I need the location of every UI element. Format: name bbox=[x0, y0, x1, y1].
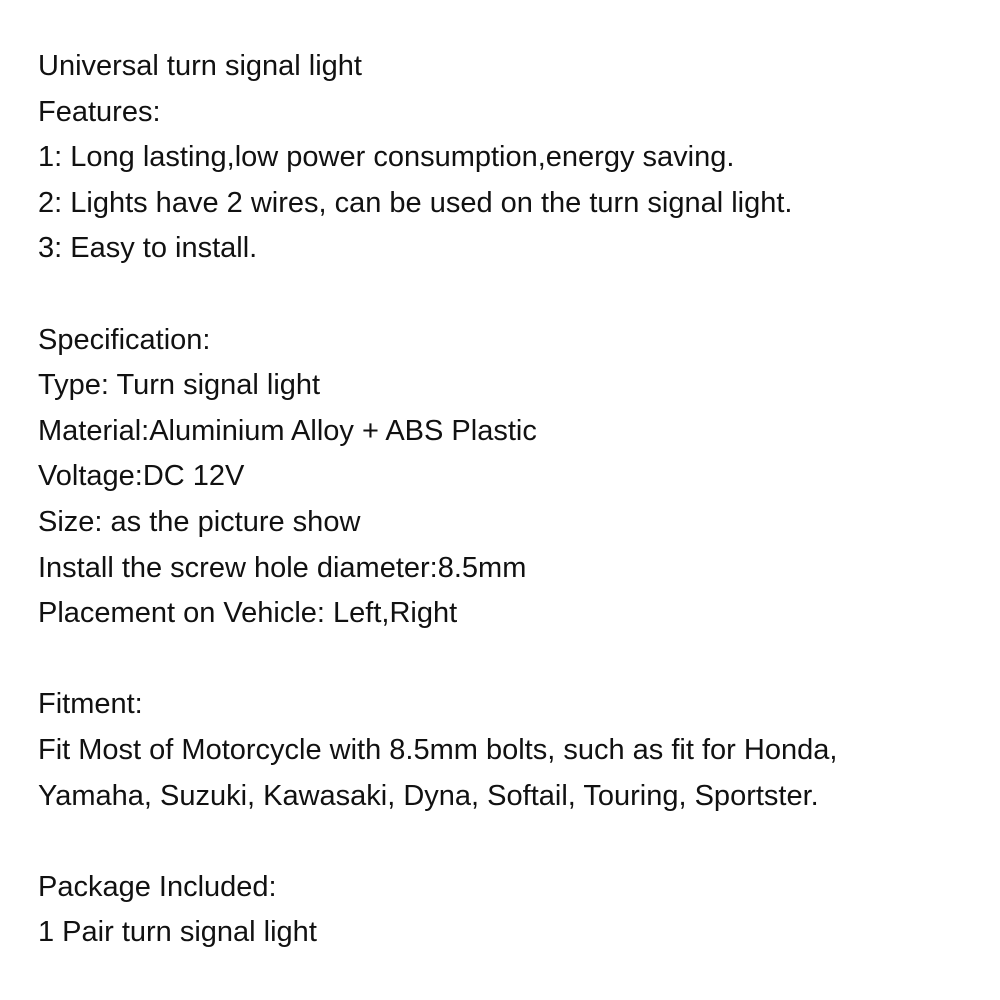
fitment-line: Yamaha, Suzuki, Kawasaki, Dyna, Softail, Touring, Sportster. bbox=[38, 779, 819, 812]
feature-item: 3: Easy to install. bbox=[38, 232, 258, 265]
package-heading: Package Included: bbox=[38, 870, 277, 903]
section-spacer bbox=[38, 819, 980, 865]
feature-item: 2: Lights have 2 wires, can be used on the turn signal light. bbox=[38, 186, 793, 219]
spec-item-voltage: Voltage:DC 12V bbox=[38, 460, 245, 493]
spec-item-screw-hole: Install the screw hole diameter:8.5mm bbox=[38, 551, 527, 584]
fitment-line: Fit Most of Motorcycle with 8.5mm bolts, such as fit for Honda, bbox=[38, 733, 838, 766]
section-spacer bbox=[38, 272, 980, 318]
specification-heading: Specification: bbox=[38, 323, 211, 356]
package-item: 1 Pair turn signal light bbox=[38, 916, 317, 949]
spec-item-placement: Placement on Vehicle: Left,Right bbox=[38, 597, 458, 630]
spec-item-size: Size: as the picture show bbox=[38, 505, 361, 538]
fitment-heading: Fitment: bbox=[38, 688, 143, 721]
spec-item-material: Material:Aluminium Alloy + ABS Plastic bbox=[38, 414, 537, 447]
product-title: Universal turn signal light bbox=[38, 50, 362, 82]
features-heading: Features: bbox=[38, 95, 161, 128]
product-description bbox=[38, 44, 980, 956]
feature-item: 1: Long lasting,low power consumption,energy saving. bbox=[38, 141, 735, 174]
section-spacer bbox=[38, 637, 980, 683]
spec-item-type: Type: Turn signal light bbox=[38, 369, 321, 402]
